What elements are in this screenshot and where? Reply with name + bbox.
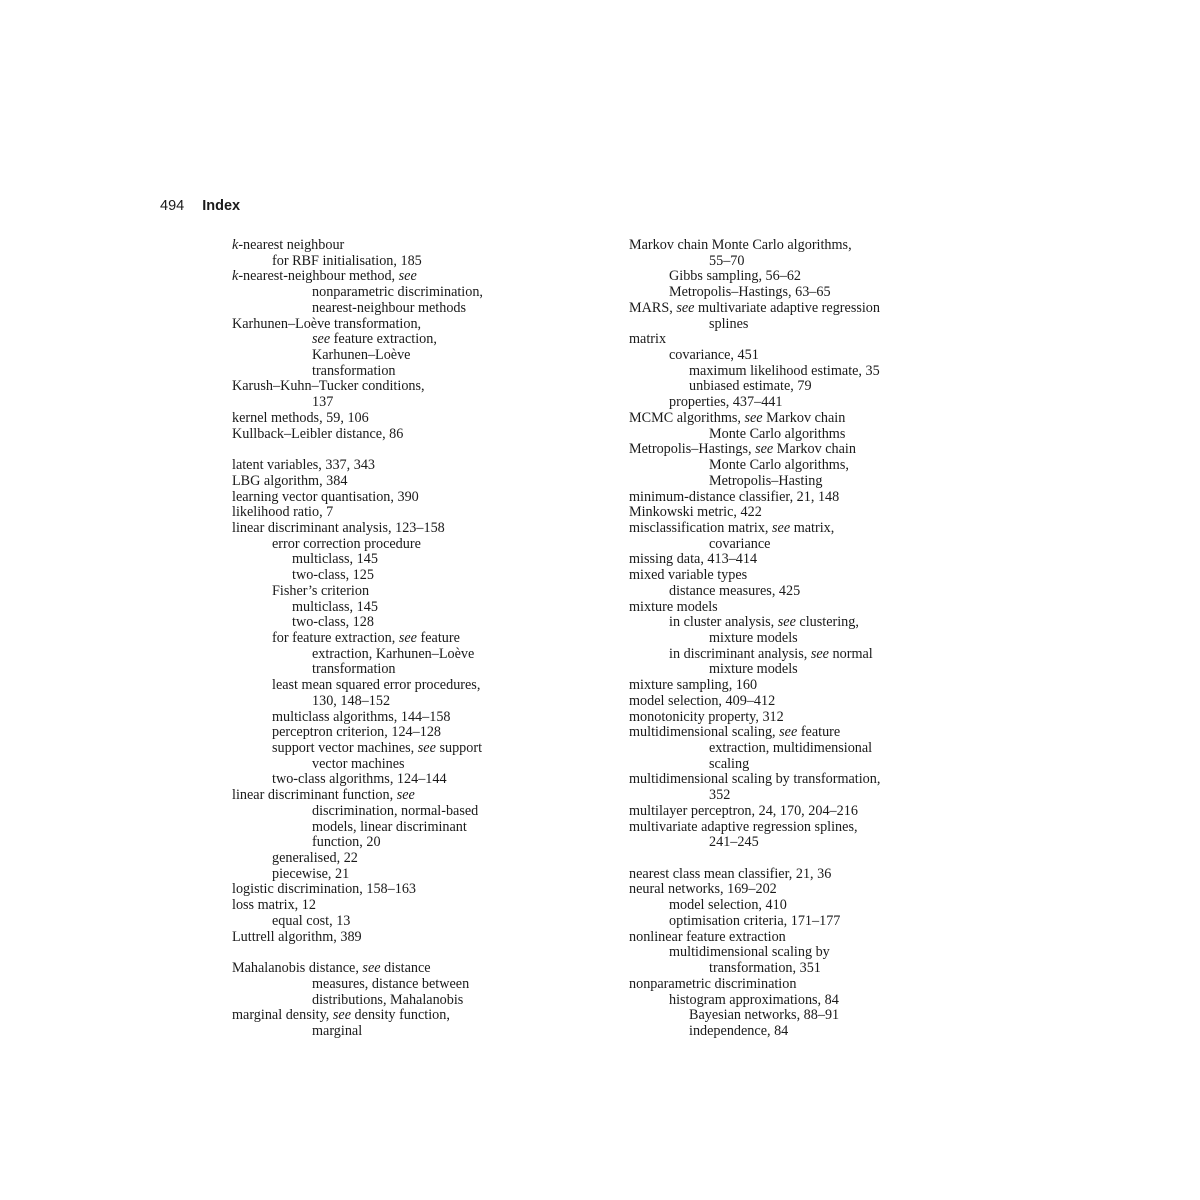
index-entry [232, 710, 592, 726]
index-entry [232, 741, 592, 757]
entry-text: Luttrell algorithm, 389 [232, 928, 362, 945]
entry-tail: clustering, [795, 614, 859, 631]
index-entry [232, 694, 592, 710]
index-entry [629, 568, 969, 584]
entry-text: vector machines [312, 755, 405, 772]
index-entry [629, 395, 969, 411]
entry-text: 137 [312, 394, 334, 411]
entry-text: histogram approximations, 84 [669, 991, 839, 1008]
index-entry [232, 977, 592, 993]
entry-text: nearest class mean classifier, 21, 36 [629, 865, 832, 882]
entry-text: multiclass algorithms, 144–158 [272, 708, 451, 725]
index-entry [232, 395, 592, 411]
index-entry [232, 914, 592, 930]
index-entry [232, 725, 592, 741]
index-entry [232, 993, 592, 1009]
index-entry [629, 961, 969, 977]
see-reference: see [398, 268, 417, 285]
entry-text: covariance, 451 [669, 347, 759, 364]
index-entry [629, 788, 969, 804]
index-entry [232, 867, 592, 883]
index-entry [629, 427, 969, 443]
entry-text: Kullback–Leibler distance, 86 [232, 425, 404, 442]
index-entry [629, 678, 969, 694]
index-entry [232, 254, 592, 270]
index-entry [232, 600, 592, 616]
entry-text: in discriminant analysis, [669, 645, 811, 662]
index-entry [629, 882, 969, 898]
index-entry [232, 537, 592, 553]
index-entry [232, 490, 592, 506]
entry-text: feature extraction, [330, 331, 437, 348]
entry-text: Karhunen–Loève transformation, [232, 315, 422, 332]
entry-text: Metropolis–Hasting [709, 472, 823, 489]
entry-text: measures, distance between [312, 975, 470, 992]
entry-text: multidimensional scaling by transformation, [629, 771, 881, 788]
see-reference: see [744, 409, 763, 426]
index-entry [232, 458, 592, 474]
index-entry [629, 820, 969, 836]
entry-text: kernel methods, 59, 106 [232, 409, 369, 426]
index-entry [232, 772, 592, 788]
entry-text: splines [709, 315, 749, 332]
index-entry [629, 269, 969, 285]
entry-text: function, 20 [312, 834, 381, 851]
see-reference: see [810, 645, 829, 662]
index-entry [232, 1024, 592, 1040]
index-entry [629, 474, 969, 490]
entry-text: nonparametric discrimination [629, 975, 797, 992]
entry-text: transformation [312, 661, 396, 678]
index-entry [232, 584, 592, 600]
index-entry [232, 238, 592, 254]
entry-text: multiclass, 145 [292, 598, 378, 615]
entry-text: 241–245 [709, 834, 759, 851]
index-entry [232, 898, 592, 914]
index-gap [629, 851, 969, 867]
entry-text: maximum likelihood estimate, 35 [689, 362, 880, 379]
index-entry [629, 977, 969, 993]
entry-text: marginal density, [232, 1007, 333, 1024]
entry-text: discrimination, normal-based [312, 802, 479, 819]
entry-text: model selection, 410 [669, 897, 787, 914]
index-entry [232, 552, 592, 568]
entry-tail: Markov chain [762, 409, 846, 426]
entry-text: optimisation criteria, 171–177 [669, 912, 841, 929]
entry-text: 130, 148–152 [312, 692, 391, 709]
entry-text: logistic discrimination, 158–163 [232, 881, 417, 898]
index-entry [232, 269, 592, 285]
index-entry [232, 961, 592, 977]
entry-text: likelihood ratio, 7 [232, 504, 334, 521]
index-entry [629, 238, 969, 254]
index-entry [232, 662, 592, 678]
entry-text: Monte Carlo algorithms, [709, 457, 849, 474]
entry-text: models, linear discriminant [312, 818, 467, 835]
index-entry [232, 804, 592, 820]
entry-tail: support [435, 740, 483, 756]
index-entry [629, 741, 969, 757]
see-reference: see [362, 960, 381, 977]
entry-tail: feature [416, 629, 460, 646]
entry-text: nonparametric discrimination, [312, 284, 483, 301]
index-entry [629, 552, 969, 568]
entry-text: matrix [629, 331, 667, 348]
index-entry [629, 442, 969, 458]
entry-text: 55–70 [709, 252, 745, 269]
entry-text: mixture models [709, 629, 798, 646]
index-entry [629, 364, 969, 380]
entry-text: support vector machines, [272, 740, 418, 756]
entry-text: multidimensional scaling by [669, 944, 830, 961]
index-entry [629, 521, 969, 537]
entry-lead: k [232, 268, 239, 285]
entry-text: multiclass, 145 [292, 551, 378, 568]
entry-text: covariance [709, 535, 771, 552]
entry-text: misclassification matrix, [629, 519, 773, 536]
entry-text: Gibbs sampling, 56–62 [669, 268, 802, 285]
index-entry [629, 458, 969, 474]
entry-text: learning vector quantisation, 390 [232, 488, 419, 505]
index-entry [232, 631, 592, 647]
entry-text: for RBF initialisation, 185 [272, 252, 422, 269]
index-entry [629, 757, 969, 773]
see-reference: see [755, 441, 774, 458]
index-column-left [232, 238, 592, 1040]
index-entry [232, 882, 592, 898]
entry-tail: normal [828, 645, 873, 662]
entry-text: -nearest-neighbour method, [238, 268, 399, 285]
index-gap [232, 442, 592, 458]
entry-text: Metropolis–Hastings, [629, 441, 756, 458]
see-reference: see [417, 740, 436, 756]
entry-text: Fisher’s criterion [272, 582, 370, 599]
index-entry [629, 772, 969, 788]
entry-text: Bayesian networks, 88–91 [689, 1007, 840, 1024]
entry-text: neural networks, 169–202 [629, 881, 777, 898]
index-entry [232, 788, 592, 804]
entry-text: two-class algorithms, 124–144 [272, 771, 447, 788]
index-entry [232, 1008, 592, 1024]
entry-tail: density function, [351, 1007, 450, 1024]
entry-text: multidimensional scaling, [629, 724, 780, 741]
index-entry [232, 301, 592, 317]
see-reference: see [772, 519, 791, 536]
entry-text: Minkowski metric, 422 [629, 504, 762, 521]
index-entry [232, 317, 592, 333]
entry-text: 352 [709, 787, 731, 804]
entry-text: missing data, 413–414 [629, 551, 758, 568]
entry-text: mixed variable types [629, 567, 748, 584]
index-entry [629, 584, 969, 600]
entry-text: latent variables, 337, 343 [232, 457, 376, 474]
index-entry [629, 993, 969, 1009]
index-entry [629, 537, 969, 553]
entry-tail: multivariate adaptive regression [694, 299, 880, 316]
page-header [160, 198, 240, 214]
index-entry [232, 835, 592, 851]
index-entry [232, 820, 592, 836]
index-entry [232, 757, 592, 773]
index-entry [232, 332, 592, 348]
entry-text: linear discriminant analysis, 123–158 [232, 519, 445, 536]
entry-text: transformation [312, 362, 396, 379]
entry-text: mixture models [629, 598, 718, 615]
index-entry [629, 647, 969, 663]
index-entry [232, 505, 592, 521]
index-entry [629, 1008, 969, 1024]
index-entry [232, 678, 592, 694]
index-entry [629, 1024, 969, 1040]
index-entry [232, 379, 592, 395]
index-entry [629, 332, 969, 348]
entry-text: for feature extraction, [272, 629, 399, 646]
entry-text: Karhunen–Loève [312, 347, 411, 364]
entry-tail: Markov chain [773, 441, 856, 458]
index-entry [232, 568, 592, 584]
entry-text: mixture models [709, 661, 798, 678]
entry-text: -nearest neighbour [238, 237, 345, 253]
entry-text: MCMC algorithms, [629, 409, 745, 426]
see-reference: see [396, 787, 415, 804]
entry-text: Karush–Kuhn–Tucker conditions, [232, 378, 425, 395]
index-entry [232, 615, 592, 631]
entry-tail: distance [380, 960, 431, 977]
entry-text: marginal [312, 1022, 363, 1039]
index-entry [629, 631, 969, 647]
entry-text: minimum-distance classifier, 21, 148 [629, 488, 840, 505]
see-reference: see [332, 1007, 351, 1024]
index-column-right [629, 238, 969, 1040]
entry-text: error correction procedure [272, 535, 421, 552]
entry-text: Mahalanobis distance, [232, 960, 363, 977]
entry-text: distributions, Mahalanobis [312, 991, 464, 1008]
index-entry [629, 317, 969, 333]
entry-text: generalised, 22 [272, 850, 358, 867]
entry-text: equal cost, 13 [272, 912, 351, 929]
entry-text: least mean squared error procedures, [272, 677, 481, 694]
index-entry [629, 930, 969, 946]
see-reference: see [398, 629, 417, 646]
index-entry [629, 411, 969, 427]
see-reference: see [779, 724, 798, 741]
index-entry [629, 725, 969, 741]
index-entry [232, 285, 592, 301]
index-entry [629, 379, 969, 395]
entry-text: scaling [709, 755, 750, 772]
index-entry [629, 835, 969, 851]
see-reference: see [676, 299, 695, 316]
index-entry [232, 930, 592, 946]
see-reference: see [312, 331, 331, 348]
index-entry [629, 490, 969, 506]
index-entry [629, 867, 969, 883]
entry-text: perceptron criterion, 124–128 [272, 724, 442, 741]
entry-text: properties, 437–441 [669, 394, 783, 411]
index-entry [232, 348, 592, 364]
index-entry [629, 301, 969, 317]
index-entry [232, 647, 592, 663]
entry-tail: matrix, [790, 519, 835, 536]
entry-text: LBG algorithm, 384 [232, 472, 348, 489]
entry-text: multilayer perceptron, 24, 170, 204–216 [629, 802, 858, 819]
section-title: Index [202, 198, 241, 214]
index-entry [629, 505, 969, 521]
entry-lead: k [232, 237, 239, 253]
see-reference: see [777, 614, 796, 631]
index-entry [232, 474, 592, 490]
entry-text: model selection, 409–412 [629, 692, 776, 709]
entry-text: nearest-neighbour methods [312, 299, 467, 316]
index-entry [232, 364, 592, 380]
entry-text: multivariate adaptive regression splines, [629, 818, 858, 835]
index-entry [232, 411, 592, 427]
entry-text: distance measures, 425 [669, 582, 801, 599]
index-entry [629, 710, 969, 726]
index-gap [232, 945, 592, 961]
entry-text: extraction, multidimensional [709, 740, 873, 756]
entry-text: transformation, 351 [709, 960, 821, 977]
index-entry [629, 615, 969, 631]
entry-text: loss matrix, 12 [232, 897, 316, 914]
entry-text: in cluster analysis, [669, 614, 778, 631]
index-entry [629, 945, 969, 961]
entry-text: MARS, [629, 299, 677, 316]
entry-text: two-class, 128 [292, 614, 374, 631]
index-entry [629, 348, 969, 364]
index-entry [629, 804, 969, 820]
entry-text: mixture sampling, 160 [629, 677, 758, 694]
index-entry [629, 285, 969, 301]
index-entry [232, 521, 592, 537]
index-entry [629, 694, 969, 710]
index-entry [629, 662, 969, 678]
entry-tail: feature [797, 724, 841, 741]
entry-text: extraction, Karhunen–Loève [312, 645, 475, 662]
entry-text: Monte Carlo algorithms [709, 425, 846, 442]
page-number: 494 [160, 198, 185, 214]
entry-text: independence, 84 [689, 1022, 789, 1039]
entry-text: two-class, 125 [292, 567, 374, 584]
entry-text: nonlinear feature extraction [629, 928, 786, 945]
index-entry [629, 914, 969, 930]
entry-text: linear discriminant function, [232, 787, 397, 804]
entry-text: unbiased estimate, 79 [689, 378, 812, 395]
index-entry [232, 851, 592, 867]
entry-text: Metropolis–Hastings, 63–65 [669, 284, 831, 301]
entry-text: piecewise, 21 [272, 865, 350, 882]
index-entry [629, 600, 969, 616]
index-entry [232, 427, 592, 443]
entry-text: Markov chain Monte Carlo algorithms, [629, 237, 852, 253]
index-entry [629, 898, 969, 914]
entry-text: monotonicity property, 312 [629, 708, 784, 725]
index-entry [629, 254, 969, 270]
